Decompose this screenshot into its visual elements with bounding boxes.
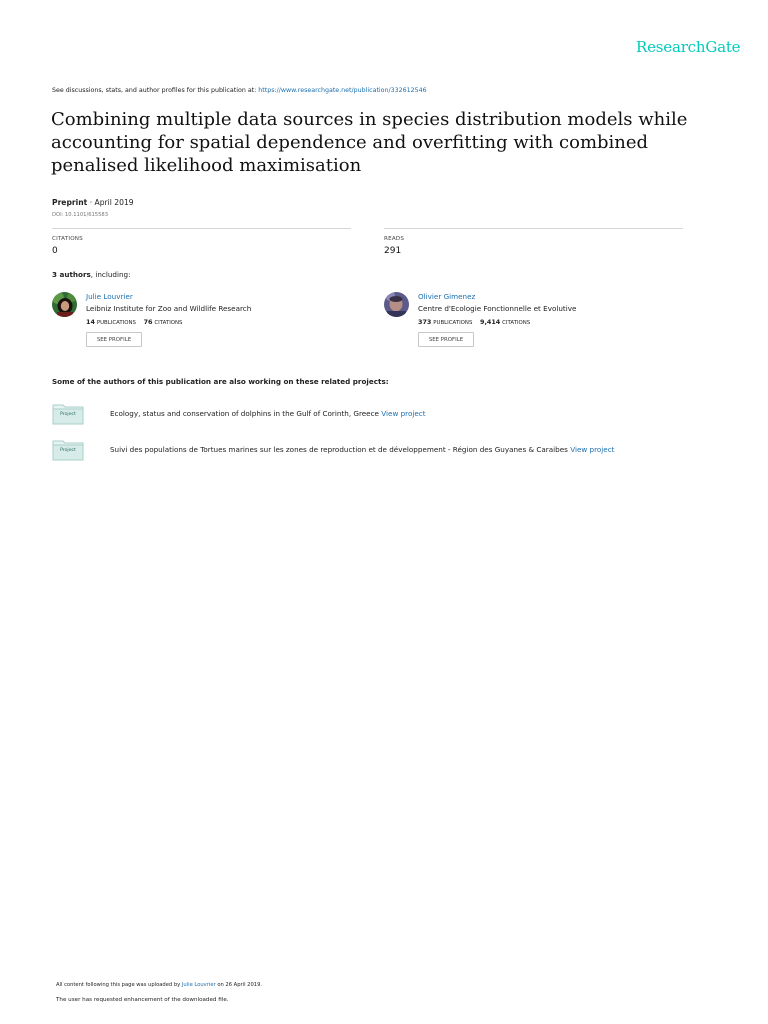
enhancement-note: The user has requested enhancement of the downloaded file.: [56, 997, 229, 1003]
discussion-prefix: See discussions, stats, and author profiles for this publication at:: [52, 87, 257, 94]
authors-heading: [52, 270, 131, 279]
project-title: Ecology, status and conservation of dolphins in the Gulf of Corinth, Greece: [110, 409, 379, 418]
avatar[interactable]: [384, 292, 409, 317]
authors-count: 3 authors: [52, 270, 91, 279]
upload-note: [56, 982, 262, 988]
reads-value: 291: [384, 246, 402, 256]
author-name-link[interactable]: Olivier Gimenez: [418, 292, 476, 301]
author-citations-label: CITATIONS: [154, 320, 183, 326]
author-name-link[interactable]: Julie Louvrier: [86, 292, 133, 301]
researchgate-logo[interactable]: ResearchGate: [636, 38, 741, 56]
author-publications-count: 14: [86, 318, 95, 326]
citations-label: CITATIONS: [52, 236, 83, 242]
upload-suffix: on 26 April 2019.: [217, 982, 263, 988]
view-project-link[interactable]: View project: [381, 409, 426, 418]
author-publications-count: 373: [418, 318, 432, 326]
publication-date: · April 2019: [89, 198, 134, 207]
see-profile-button[interactable]: SEE PROFILE: [418, 332, 474, 347]
project-title: Suivi des populations de Tortues marines sur les zones de reproduction et de développement - Région des Guyanes & Caraibes: [110, 445, 568, 454]
project-folder-icon: [52, 403, 84, 425]
author-card: [384, 292, 704, 356]
project-row: [52, 439, 732, 469]
project-folder-icon: [52, 439, 84, 461]
author-publications-label: PUBLICATIONS: [96, 320, 136, 326]
see-profile-button[interactable]: SEE PROFILE: [86, 332, 142, 347]
author-photo-icon: [384, 292, 409, 317]
reads-label: READS: [384, 236, 405, 242]
publication-title: Combining multiple data sources in species distribution models while accounting for spatial dependence and overfitting with combined penalised likelihood maximisation: [51, 109, 688, 176]
view-project-link[interactable]: View project: [570, 445, 615, 454]
upload-prefix: All content following this page was uploaded by: [56, 982, 181, 988]
author-stats: [86, 318, 182, 326]
project-row: [52, 403, 732, 433]
author-card: [52, 292, 372, 356]
author-citations-label: CITATIONS: [502, 320, 531, 326]
author-publications-label: PUBLICATIONS: [433, 320, 473, 326]
discussion-line: [52, 87, 427, 94]
author-stats: [418, 318, 530, 326]
publication-type: Preprint: [52, 198, 88, 207]
citations-value: 0: [52, 246, 58, 256]
related-projects-heading: Some of the authors of this publication are also working on these related projects:: [52, 377, 389, 386]
uploader-link[interactable]: Julie Louvrier: [181, 982, 216, 988]
author-institution: Leibniz Institute for Zoo and Wildlife Research: [86, 304, 252, 313]
reads-divider: [384, 228, 683, 229]
author-institution: Centre d'Ecologie Fonctionnelle et Evolutive: [418, 304, 577, 313]
project-text: [110, 445, 615, 454]
avatar[interactable]: [52, 292, 77, 317]
citations-divider: [52, 228, 351, 229]
project-badge: Project: [60, 448, 76, 453]
publication-url-link[interactable]: https://www.researchgate.net/publication/332612546: [258, 87, 427, 94]
publication-doi: DOI: 10.1101/615583: [52, 212, 109, 218]
author-citations-count: 9,414: [480, 318, 501, 326]
publication-type-line: [52, 198, 134, 207]
authors-including: , including:: [90, 270, 131, 279]
author-photo-icon: [52, 292, 77, 317]
author-citations-count: 76: [143, 318, 153, 326]
project-text: [110, 409, 426, 418]
project-badge: Project: [60, 412, 76, 417]
